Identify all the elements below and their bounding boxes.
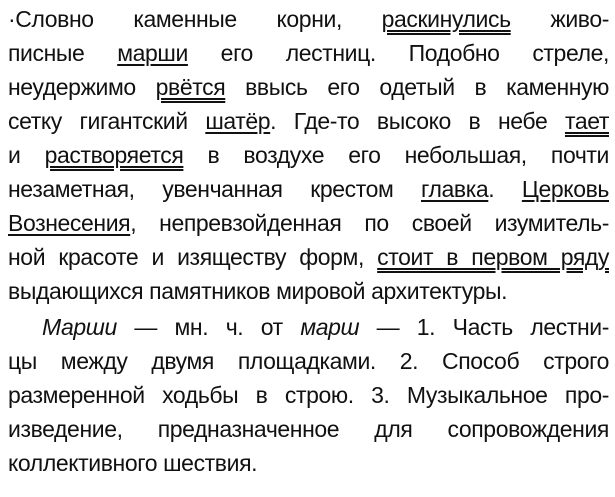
text-fragment: .	[488, 176, 522, 202]
subject-underlined: шатёр	[205, 108, 271, 134]
text-line-4	[8, 104, 609, 138]
text-line-7	[8, 206, 609, 240]
text-fragment: и	[8, 142, 45, 168]
text-line-9	[8, 274, 609, 308]
definition-line-3	[8, 378, 609, 412]
text-fragment: размеренной ходьбы в строю. 3. Музыкальное про-	[8, 382, 609, 408]
text-fragment: выдающихся памятников мировой архитектуры.	[8, 278, 508, 304]
term-italic: марш	[300, 314, 360, 340]
subject-underlined: главка	[421, 176, 489, 202]
predicate-underlined: растворяется	[44, 142, 184, 168]
subject-underlined: Вознесения	[8, 210, 131, 236]
text-fragment: , непревзойденная по своей изумитель-	[130, 210, 609, 236]
text-fragment: неудержимо	[8, 74, 156, 100]
text-fragment: живо-	[510, 6, 609, 32]
text-line-5	[8, 138, 609, 172]
text-fragment: ввысь его одетый в каменную	[225, 74, 609, 100]
text-fragment: — 1. Часть лестни-	[359, 314, 609, 340]
text-fragment: ной красоте и изяществу форм,	[8, 244, 378, 270]
predicate-underlined: раскинулись	[381, 6, 511, 32]
definition-line-1	[8, 310, 609, 344]
predicate-underlined: рвётся	[155, 74, 226, 100]
predicate-underlined: стоит в первом ряду	[377, 244, 609, 270]
text-fragment: — мн. ч. от	[116, 314, 301, 340]
text-fragment: писные	[8, 40, 118, 66]
term-italic: Марши	[42, 314, 117, 340]
text-fragment: сетку гигантский	[8, 108, 206, 134]
subject-underlined: Церковь	[521, 176, 609, 202]
text-line-2	[8, 36, 609, 70]
text-fragment: незаметная, увенчанная крестом	[8, 176, 422, 202]
definition-line-5	[8, 446, 609, 480]
text-line-1	[8, 2, 609, 36]
text-fragment: изведение, предназначенное для сопровождения	[8, 416, 609, 442]
text-line-6	[8, 172, 609, 206]
text-fragment: ·Словно каменные корни,	[8, 6, 382, 32]
text-line-8	[8, 240, 609, 274]
text-line-3	[8, 70, 609, 104]
text-fragment: цы между двумя площадками. 2. Способ строго	[8, 348, 609, 374]
definition-line-4	[8, 412, 609, 446]
text-fragment: его лестниц. Подобно стреле,	[187, 40, 609, 66]
definition-line-2	[8, 344, 609, 378]
text-fragment: коллективного шествия.	[8, 450, 258, 476]
subject-underlined: марши	[117, 40, 188, 66]
predicate-underlined: тает	[564, 108, 609, 134]
text-fragment: . Где-то высоко в небе	[270, 108, 565, 134]
text-fragment: в воздухе его небольшая, почти	[183, 142, 609, 168]
